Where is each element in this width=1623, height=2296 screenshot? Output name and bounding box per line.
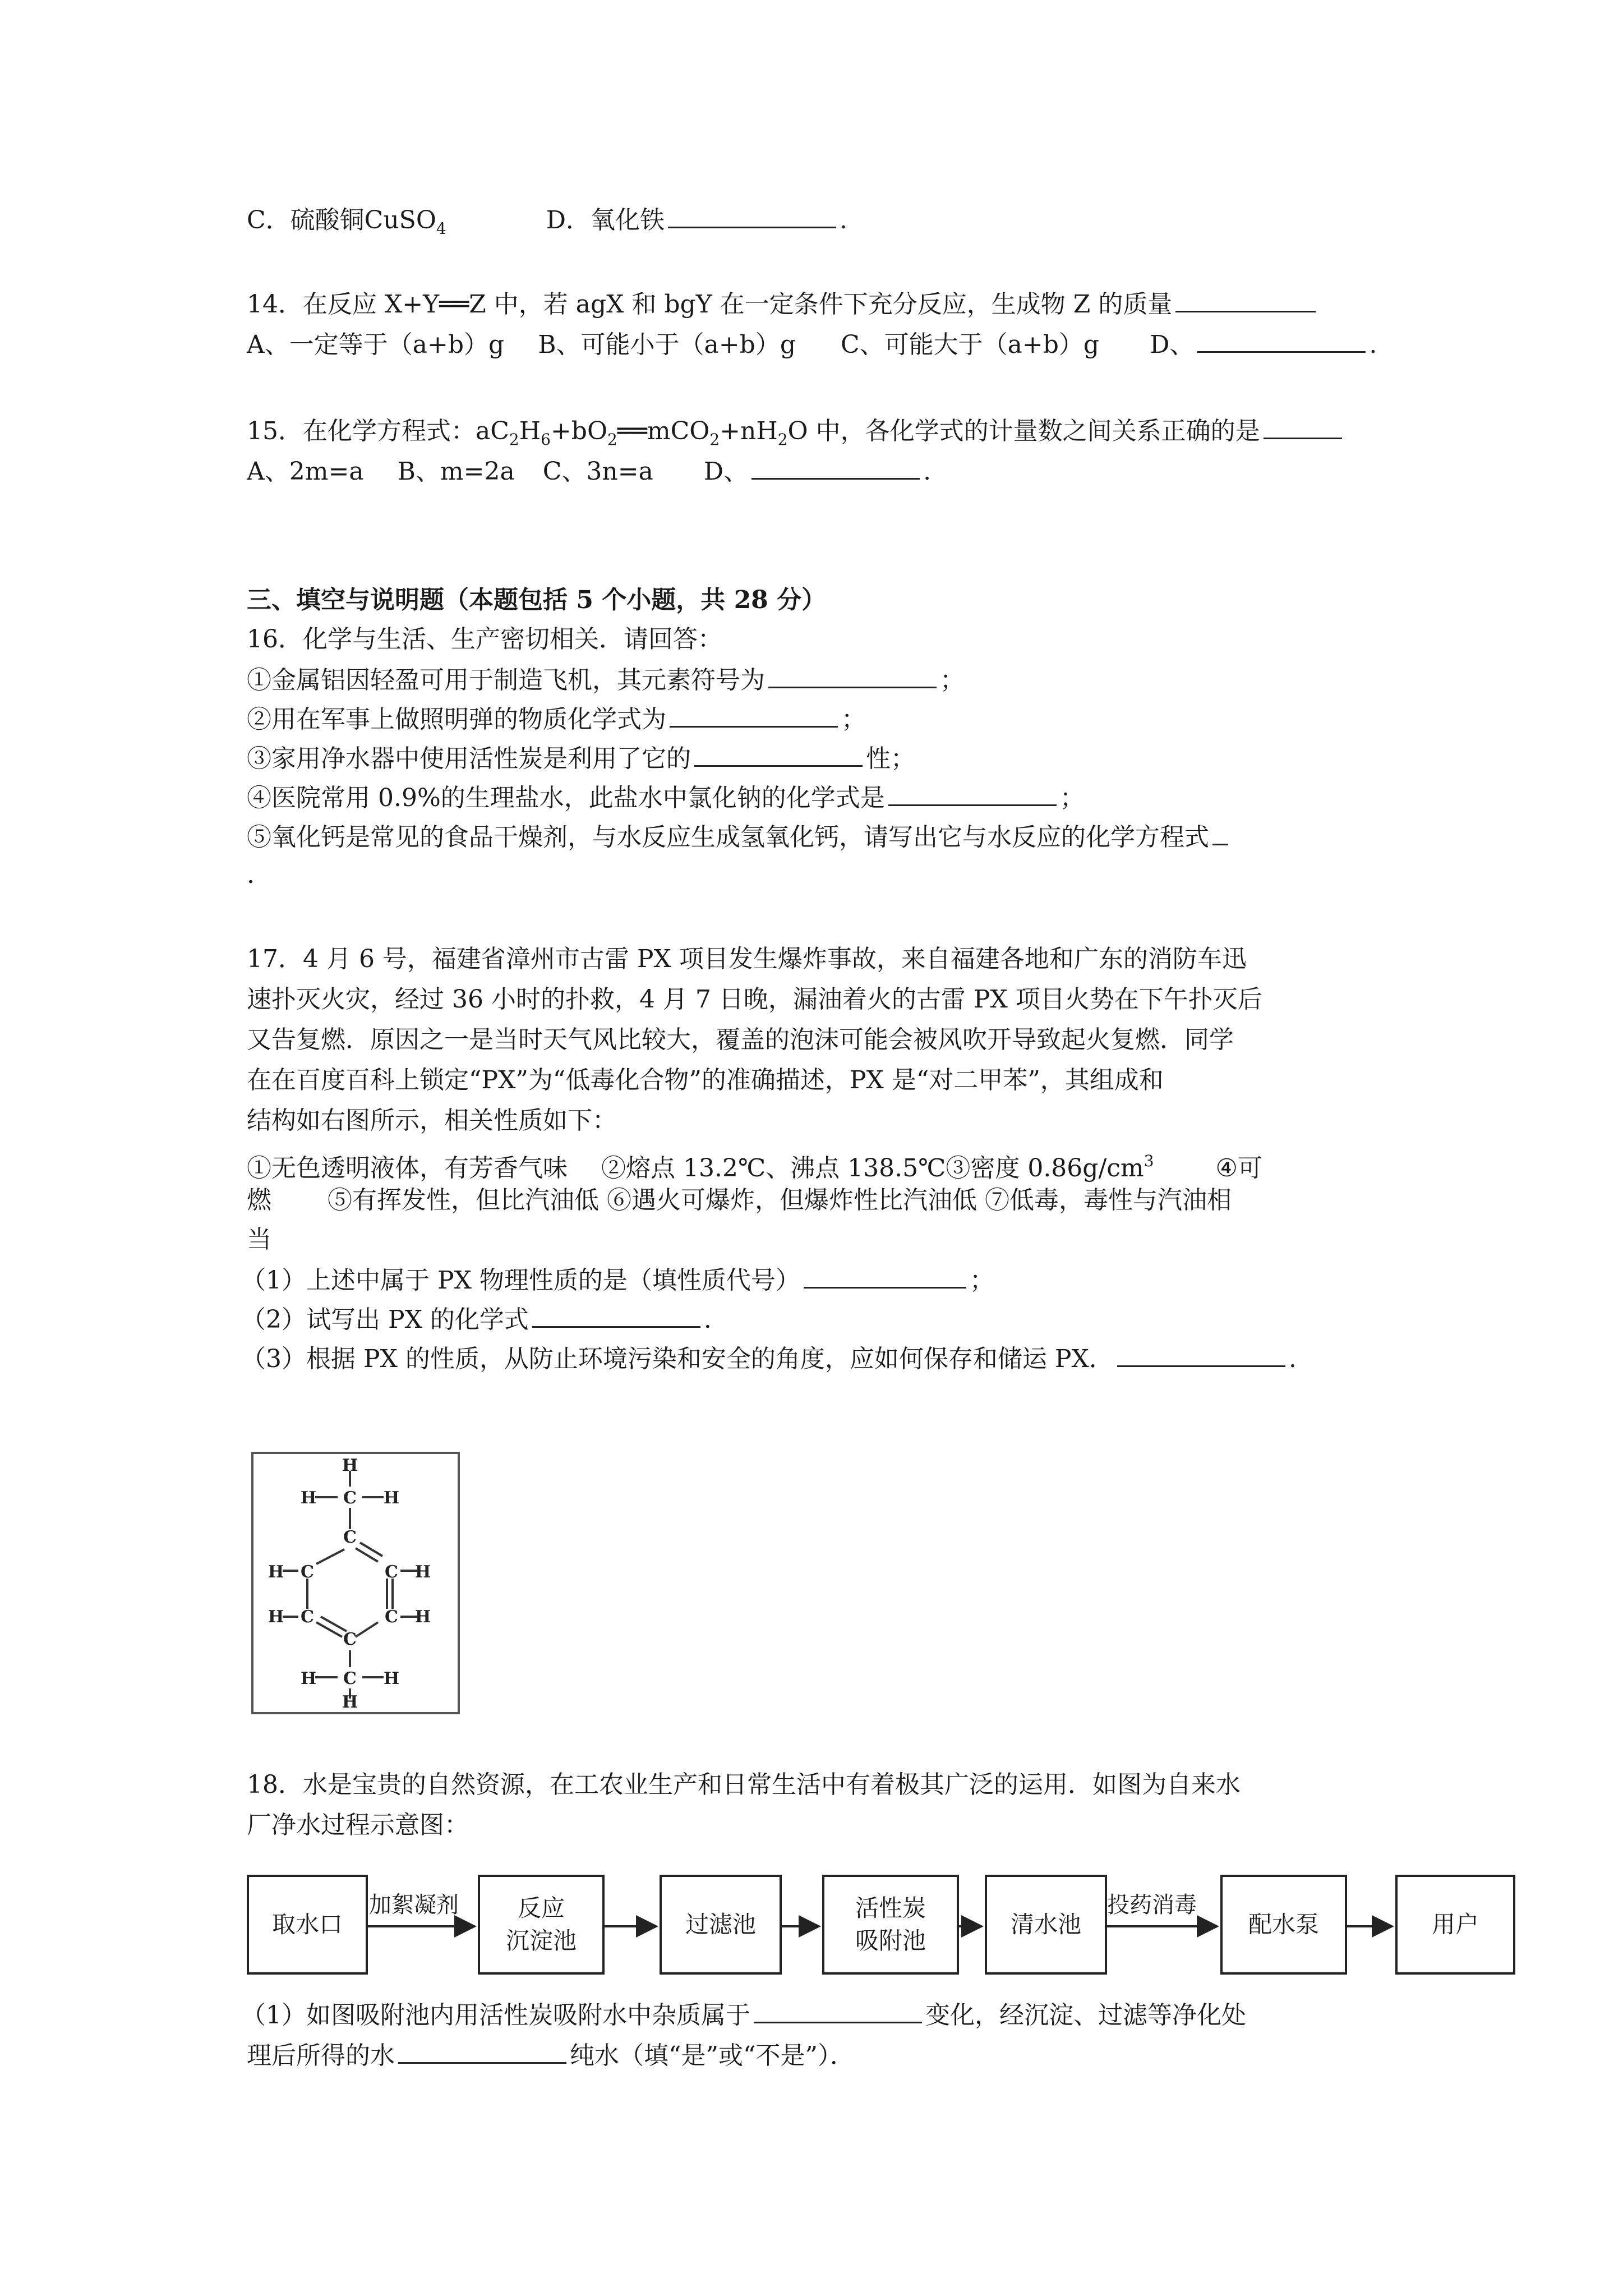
atom-h-label: H xyxy=(414,1562,431,1582)
q13-options xyxy=(247,202,847,246)
q13-option-c: C．硫酸铜 xyxy=(247,206,365,234)
q18-sub-1-text-d: 纯水（填“是”或“不是”）． xyxy=(570,2041,855,2070)
q15-sub2: 6 xyxy=(541,430,551,449)
q18-sub-1-text-b: 变化，经沉淀、过滤等净化处 xyxy=(925,2001,1246,2030)
atom-h-label: H xyxy=(268,1607,284,1627)
flow-box-filter-label: 过滤池 xyxy=(685,1911,756,1938)
q18-sub-1-line-1 xyxy=(241,1997,1246,2032)
q14-options xyxy=(247,326,1377,362)
q17-sub-3-blank[interactable] xyxy=(1117,1341,1285,1367)
q16-item-2-end: ； xyxy=(841,705,866,734)
q17-sub-3-end: . xyxy=(1288,1345,1297,1373)
q17-sub-1-end: ； xyxy=(969,1266,994,1295)
q15-sub5: 2 xyxy=(777,430,788,449)
q15-stem xyxy=(247,413,1345,457)
atom-h-label: H xyxy=(300,1488,317,1508)
q16-item-2 xyxy=(247,701,866,737)
q16-item-1-blank[interactable] xyxy=(768,662,937,688)
atom-c-label: C xyxy=(343,1527,357,1547)
q14-stem xyxy=(247,286,1319,321)
q17-sub-1-blank[interactable] xyxy=(804,1262,966,1289)
q16-item-5-blank[interactable] xyxy=(1212,819,1228,845)
q16-stem: 16．化学与生活、生产密切相关．请回答： xyxy=(247,625,722,654)
q17-para-4: 在在百度百科上锁定“PX”为“低毒化合物”的准确描述，PX 是“对二甲苯”，其组成和 xyxy=(247,1066,1164,1094)
q15-option-b: B、m=2a xyxy=(397,457,515,486)
q17-para-3: 又告复燃．原因之一是当时天气风比较大，覆盖的泡沫可能会被风吹开导致起火复燃．同学 xyxy=(247,1025,1234,1054)
px-structure-figure xyxy=(251,1452,460,1714)
atom-h-label: H xyxy=(342,1692,358,1712)
q14-end: . xyxy=(1369,330,1377,359)
q17-prop-5-7: ⑤有挥发性，但比汽油低 ⑥遇火可爆炸，但爆炸性比汽油低 ⑦低毒，毒性与汽油相 xyxy=(328,1186,1232,1214)
atom-h-label: H xyxy=(300,1669,317,1688)
q16-item-1 xyxy=(247,662,965,697)
q15-mid: +bO xyxy=(550,417,608,445)
q16-item-2-text: ②用在军事上做照明弹的物质化学式为 xyxy=(247,705,666,734)
q15-stem-end: O 中，各化学式的计量数之间关系正确的是 xyxy=(787,417,1260,445)
q15-option-a: A、2m=a xyxy=(247,457,364,486)
q18-sub-1-blank-2[interactable] xyxy=(398,2037,566,2064)
q18-sub-1-text-c: 理后所得的水 xyxy=(247,2041,395,2070)
flow-box-user-label: 用户 xyxy=(1431,1911,1479,1938)
q17-properties-line-1 xyxy=(247,1144,1262,1185)
q13-sub: 4 xyxy=(436,219,446,238)
atom-h-label: H xyxy=(414,1607,431,1627)
q16-item-3-end: 性； xyxy=(866,744,915,773)
q17-sub-2-end: . xyxy=(703,1305,712,1334)
q18-sub-1-text: （1）如图吸附池内用活性炭吸附水中杂质属于 xyxy=(241,2001,750,2030)
atom-c-label: C xyxy=(301,1607,314,1627)
q15-eq: ══mCO xyxy=(617,417,710,445)
q16-item-5-text: ⑤氧化钙是常见的食品干燥剂，与水反应生成氢氧化钙，请写出它与水反应的化学方程式 xyxy=(247,823,1209,852)
q16-item-4-end: ； xyxy=(1059,784,1085,812)
q18-para-2: 厂净水过程示意图： xyxy=(247,1811,469,1839)
atom-c-label: C xyxy=(301,1562,314,1582)
q15-blank[interactable] xyxy=(1264,413,1342,439)
atom-c-label: C xyxy=(343,1630,357,1649)
q17-sub-3-text: （3）根据 PX 的性质，从防止环境污染和安全的角度，应如何保存和储运 PX． xyxy=(241,1345,1114,1373)
q17-properties-line-2 xyxy=(247,1184,1232,1217)
q17-sub-2-text: （2）试写出 PX 的化学式 xyxy=(241,1305,529,1334)
q17-prop-4b: 燃 xyxy=(247,1186,271,1214)
flow-box-intake-label: 取水口 xyxy=(271,1911,343,1938)
q14-blank[interactable] xyxy=(1175,286,1316,312)
q15-pre: 15．在化学方程式：aC xyxy=(247,417,509,445)
q14-option-d-blank[interactable] xyxy=(1197,326,1366,353)
flow-arrows xyxy=(247,1875,1514,1976)
atom-h-label: H xyxy=(342,1456,358,1475)
q16-item-4 xyxy=(247,780,1085,815)
q17-sub-1-text: （1）上述中属于 PX 物理性质的是（填性质代号） xyxy=(241,1266,800,1295)
q13-answer-blank[interactable] xyxy=(668,202,836,228)
q13-option-d: D．氧化铁 xyxy=(546,206,665,234)
q13-formula: CuSO xyxy=(364,206,436,234)
atom-h-label: H xyxy=(383,1488,400,1508)
q17-prop-4a: ④可 xyxy=(1215,1154,1262,1182)
q16-item-4-blank[interactable] xyxy=(888,780,1057,806)
q17-sub-2-blank[interactable] xyxy=(532,1301,700,1328)
q14-stem-text: 14．在反应 X+Y══Z 中，若 agX 和 bgY 在一定条件下充分反应，生成物 Z 的质量 xyxy=(247,290,1173,319)
atom-h-label: H xyxy=(383,1669,400,1688)
flow-box-adsorption-line2: 吸附池 xyxy=(855,1927,926,1954)
flow-label-flocculant: 加絮凝剂 xyxy=(369,1892,459,1918)
q18-sub-1-blank-1[interactable] xyxy=(754,1997,922,2023)
q16-item-2-blank[interactable] xyxy=(670,701,838,728)
q17-properties-line-3: 当 xyxy=(247,1225,271,1254)
q17-sub-1 xyxy=(241,1262,994,1297)
atom-h-label: H xyxy=(268,1562,284,1582)
section-3-title: 三、填空与说明题（本题包括 5 个小题，共 28 分） xyxy=(247,586,827,614)
atom-c-label: C xyxy=(385,1562,398,1582)
q16-item-5 xyxy=(247,819,1232,854)
q14-option-a: A、一定等于（a+b）g xyxy=(247,330,505,359)
q15-options xyxy=(247,453,931,489)
flow-box-sedimentation-line1: 反应 xyxy=(517,1894,565,1922)
q16-item-4-text: ④医院常用 0.9%的生理盐水，此盐水中氯化钠的化学式是 xyxy=(247,784,885,812)
q17-prop-1: ①无色透明液体，有芳香气味 xyxy=(247,1154,568,1182)
flow-label-disinfect: 投药消毒 xyxy=(1107,1892,1197,1918)
q16-item-1-end: ； xyxy=(940,666,965,694)
flow-box-adsorption-line1: 活性炭 xyxy=(855,1894,926,1922)
q16-item-1-text: ①金属铝因轻盈可用于制造飞机，其元素符号为 xyxy=(247,666,765,694)
q15-option-d-blank[interactable] xyxy=(751,453,920,480)
q18-para-1: 18．水是宝贵的自然资源，在工农业生产和日常生活中有着极其广泛的运用．如图为自来水 xyxy=(247,1770,1241,1799)
q17-para-1: 17．4 月 6 号，福建省漳州市古雷 PX 项目发生爆炸事故，来自福建各地和广东的消防车迅 xyxy=(247,945,1247,973)
q17-para-5: 结构如右图所示，相关性质如下： xyxy=(247,1106,617,1135)
q15-h: H xyxy=(519,417,541,445)
q13-end: . xyxy=(840,206,847,234)
q17-sup: 3 xyxy=(1144,1152,1154,1170)
flow-box-clear-water-label: 清水池 xyxy=(1010,1911,1081,1938)
q16-item-5-end: . xyxy=(247,861,255,889)
atom-c-label: C xyxy=(343,1488,357,1508)
q15-sub3: 2 xyxy=(607,430,617,449)
q16-item-3 xyxy=(247,740,915,776)
q15-option-d: D、 xyxy=(703,457,749,486)
q17-sub-2 xyxy=(241,1301,712,1337)
q17-para-2: 速扑灭火灾，经过 36 小时的扑救，4 月 7 日晚，漏油着火的古雷 PX 项目火势在下午扑灭后 xyxy=(247,985,1262,1014)
q14-option-c: C、可能大于（a+b）g xyxy=(840,330,1100,359)
px-structural-formula xyxy=(253,1454,458,1712)
q16-item-3-text: ③家用净水器中使用活性炭是利用了它的 xyxy=(247,744,691,773)
flow-box-sedimentation-line2: 沉淀池 xyxy=(505,1927,577,1954)
q15-end: . xyxy=(923,457,932,486)
q16-item-3-blank[interactable] xyxy=(694,740,863,767)
q17-sub-3 xyxy=(241,1341,1297,1376)
q15-option-c: C、3n=a xyxy=(542,457,653,486)
q15-sub4: 2 xyxy=(709,430,720,449)
q14-option-d: D、 xyxy=(1150,330,1195,359)
atom-c-label: C xyxy=(385,1607,398,1627)
q14-option-b: B、可能小于（a+b）g xyxy=(538,330,796,359)
q18-sub-1-line-2 xyxy=(247,2037,855,2073)
q15-post: +nH xyxy=(720,417,778,445)
q15-sub1: 2 xyxy=(509,430,519,449)
flow-box-pump-label: 配水泵 xyxy=(1248,1911,1319,1938)
atom-c-label: C xyxy=(343,1669,357,1688)
q17-prop-2-3: ②熔点 13.2℃、沸点 138.5℃③密度 0.86g/cm xyxy=(601,1154,1144,1182)
water-treatment-flowchart xyxy=(247,1875,1514,1976)
